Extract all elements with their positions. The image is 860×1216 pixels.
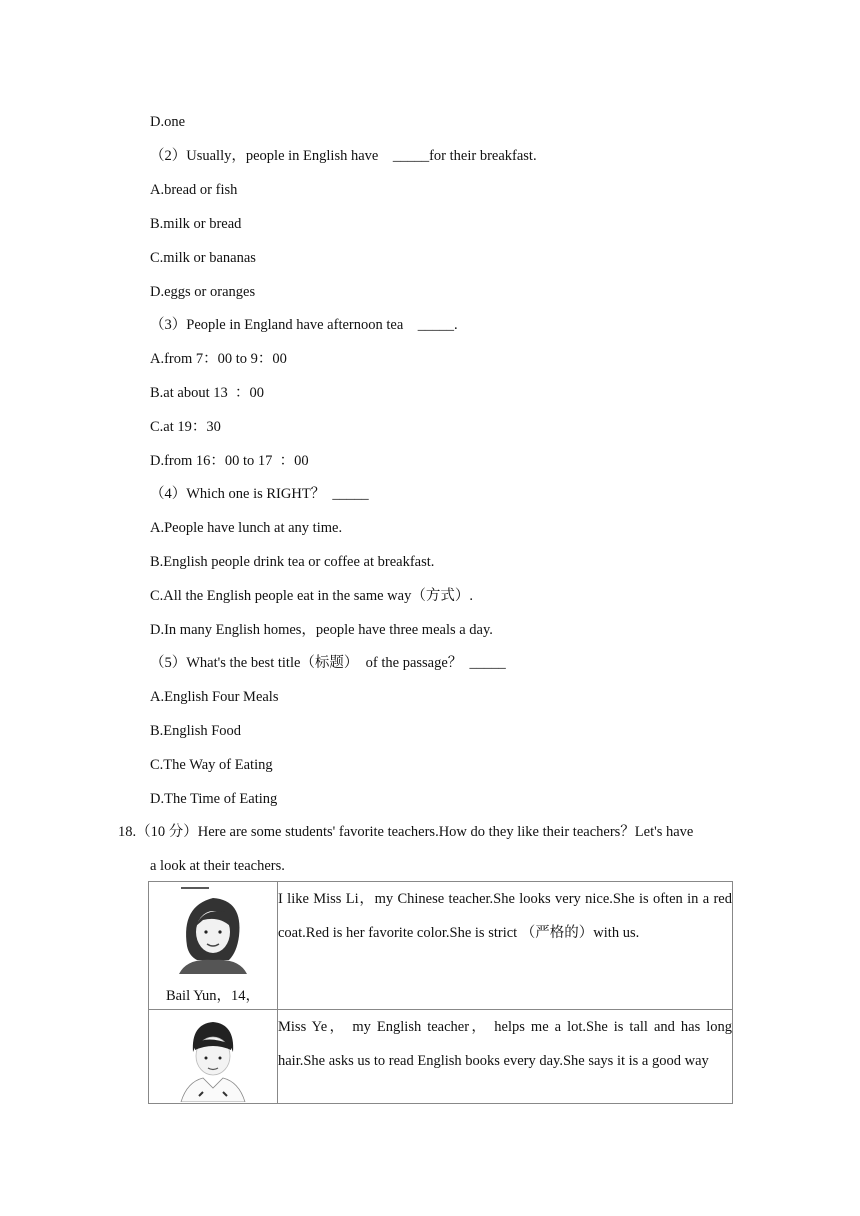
option-text: C.All the English people eat in the same way（方式）.: [150, 588, 473, 604]
option-text: B.at about 13 ：00: [150, 385, 264, 401]
option-text: D.from 16：00 to 17 ：00: [150, 453, 309, 469]
teachers-table: [148, 881, 733, 1104]
option-text: C.milk or bananas: [150, 250, 256, 266]
option-text: B.English Food: [150, 723, 242, 739]
option-text: A.from 7：00 to 9：00: [150, 351, 287, 367]
question-4: （4）Which one is RIGHT？ _____: [150, 486, 369, 502]
question-3: （3）People in England have afternoon tea _____.: [150, 317, 458, 333]
option-text: A.English Four Meals: [150, 689, 279, 705]
table-row: [149, 882, 733, 1010]
option-text: A.People have lunch at any time.: [150, 520, 343, 536]
option-text: C.at 19：30: [150, 419, 221, 435]
option-text: B.milk or bread: [150, 216, 242, 232]
question-18-heading: 18.（10 分）Here are some students' favorite teachers.How do they like their teachers？Let's have: [118, 824, 694, 840]
student-caption: Bail Yun，14，: [165, 988, 261, 1004]
option-text: A.bread or fish: [150, 182, 238, 198]
student-photo-cell: [149, 1010, 278, 1104]
option-text: C.The Way of Eating: [150, 757, 273, 773]
teacher-description: Miss Ye， my English teacher， helps me a lot.She is tall and has long hair.She asks us to read English books every day.She says it is a good way: [278, 1010, 733, 1104]
student-photo: [173, 1016, 253, 1102]
teacher-description: I like Miss Li，my Chinese teacher.She looks very nice.She is often in a red coat.Red is her favorite color.She is strict （严格的）with us.: [278, 882, 733, 1010]
question-18-heading-cont: a look at their teachers.: [150, 858, 285, 874]
option-text: D.eggs or oranges: [150, 284, 256, 300]
question-2: （2）Usually，people in English have _____for their breakfast.: [150, 148, 537, 164]
table-row: [149, 1010, 733, 1104]
student-photo-cell: [149, 882, 278, 1010]
option-text: D.In many English homes，people have three meals a day.: [150, 622, 493, 638]
student-photo-bai-yun: [173, 886, 253, 974]
option-text: D.one: [150, 114, 186, 130]
option-text: B.English people drink tea or coffee at breakfast.: [150, 554, 435, 570]
question-5: （5）What's the best title（标题） of the passage？ _____: [150, 655, 506, 671]
option-text: D.The Time of Eating: [150, 791, 278, 807]
